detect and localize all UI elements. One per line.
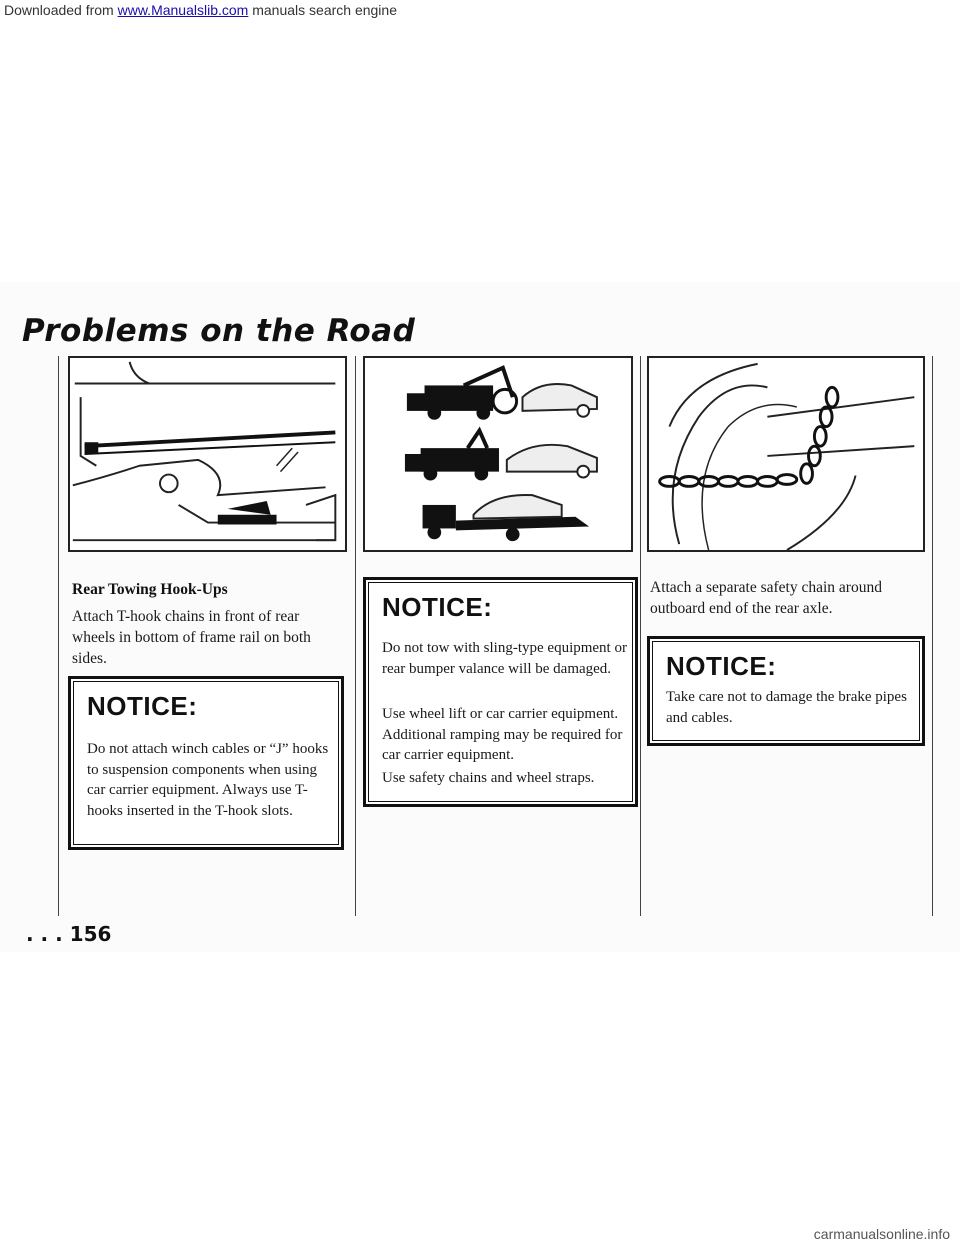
safety-chain-instructions: Attach a separate safety chain around outboard end of the rear axle. — [650, 579, 882, 617]
notice-title: NOTICE: — [382, 592, 493, 622]
notice-title: NOTICE: — [87, 691, 198, 721]
page-title: Problems on the Road — [22, 313, 416, 349]
rear-towing-heading: Rear Towing Hook-Ups — [72, 581, 228, 598]
download-banner — [0, 0, 960, 20]
column-divider-far-right — [932, 356, 933, 916]
notice-text-sling: Do not tow with sling-type equipment or rear bumper valance will be damaged. — [382, 640, 627, 677]
notice-box-brake-pipes — [647, 636, 925, 746]
notice-box-winch — [68, 676, 344, 850]
tow-truck-types-illustration — [363, 356, 633, 552]
safety-chain-drawing — [649, 358, 923, 550]
notice-text: Do not attach winch cables or “J” hooks to suspension components when using car carrier equipment. Always use T-hooks inserted in the T-hook slots. — [87, 741, 329, 819]
banner-suffix: manuals search engine — [252, 2, 397, 18]
safety-chain-illustration — [647, 356, 925, 552]
notice-box-sling-tow — [363, 577, 638, 807]
frame-rail-drawing — [70, 358, 345, 550]
column-divider-middle — [355, 356, 356, 916]
banner-prefix: Downloaded from — [4, 2, 114, 18]
notice-text-wheel-lift: Use wheel lift or car carrier equipment. Additional ramping may be required for car carrier equipment. — [382, 706, 623, 763]
column-divider-left — [58, 356, 59, 916]
notice-text: Take care not to damage the brake pipes and cables. — [666, 689, 907, 726]
footer-watermark: carmanualsonline.info — [813, 1226, 950, 1242]
manualslib-link[interactable]: www.Manualslib.com — [117, 2, 249, 18]
notice-title: NOTICE: — [666, 651, 777, 681]
frame-rail-illustration — [68, 356, 347, 552]
column-divider-right — [640, 356, 641, 916]
notice-text-safety-chains: Use safety chains and wheel straps. — [382, 770, 595, 786]
page-number: . . . 156 — [26, 922, 112, 946]
tow-trucks-drawing — [365, 358, 631, 550]
rear-towing-instructions: Attach T-hook chains in front of rear wheels in bottom of frame rail on both sides. — [72, 608, 311, 667]
